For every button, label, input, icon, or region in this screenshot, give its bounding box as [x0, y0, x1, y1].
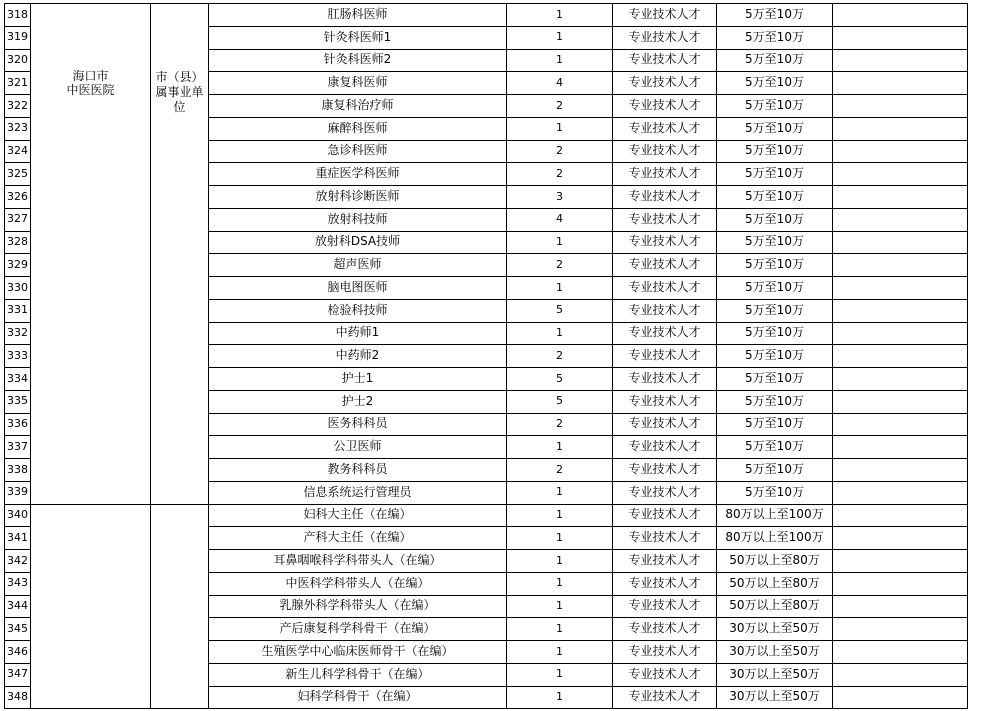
row-number-cell: 334 — [5, 368, 31, 391]
salary-cell: 5万至10万 — [717, 163, 833, 186]
salary-cell: 80万以上至100万 — [717, 527, 833, 550]
count-cell: 4 — [507, 208, 613, 231]
category-cell: 专业技术人才 — [613, 663, 717, 686]
position-cell: 麻醉科医师 — [209, 117, 507, 140]
position-cell: 针灸科医师2 — [209, 49, 507, 72]
row-number-cell: 332 — [5, 322, 31, 345]
count-cell: 1 — [507, 618, 613, 641]
row-number-cell: 327 — [5, 208, 31, 231]
salary-cell: 5万至10万 — [717, 254, 833, 277]
note-cell — [833, 299, 968, 322]
salary-cell: 5万至10万 — [717, 208, 833, 231]
note-cell — [833, 72, 968, 95]
count-cell: 4 — [507, 72, 613, 95]
unit-type-line: 属事业单 — [155, 85, 204, 99]
count-cell: 1 — [507, 26, 613, 49]
category-cell: 专业技术人才 — [613, 277, 717, 300]
category-cell: 专业技术人才 — [613, 163, 717, 186]
position-cell: 放射科诊断医师 — [209, 186, 507, 209]
note-cell — [833, 436, 968, 459]
recruitment-table — [4, 3, 968, 709]
category-cell: 专业技术人才 — [613, 140, 717, 163]
position-cell: 重症医学科医师 — [209, 163, 507, 186]
note-cell — [833, 277, 968, 300]
note-cell — [833, 345, 968, 368]
note-cell — [833, 459, 968, 482]
category-cell: 专业技术人才 — [613, 436, 717, 459]
salary-cell: 5万至10万 — [717, 4, 833, 27]
position-cell: 康复科医师 — [209, 72, 507, 95]
salary-cell: 50万以上至80万 — [717, 572, 833, 595]
category-cell: 专业技术人才 — [613, 231, 717, 254]
salary-cell: 5万至10万 — [717, 299, 833, 322]
unit-type-cell — [151, 4, 209, 505]
category-cell: 专业技术人才 — [613, 322, 717, 345]
count-cell: 2 — [507, 459, 613, 482]
note-cell — [833, 390, 968, 413]
row-number-cell: 329 — [5, 254, 31, 277]
row-number-cell: 343 — [5, 572, 31, 595]
row-number-cell: 336 — [5, 413, 31, 436]
note-cell — [833, 572, 968, 595]
count-cell: 2 — [507, 345, 613, 368]
row-number-cell: 331 — [5, 299, 31, 322]
category-cell: 专业技术人才 — [613, 641, 717, 664]
note-cell — [833, 481, 968, 504]
salary-cell: 80万以上至100万 — [717, 504, 833, 527]
row-number-cell: 342 — [5, 550, 31, 573]
position-cell: 产科大主任（在编） — [209, 527, 507, 550]
row-number-cell: 324 — [5, 140, 31, 163]
salary-cell: 5万至10万 — [717, 368, 833, 391]
salary-cell: 5万至10万 — [717, 277, 833, 300]
salary-cell: 30万以上至50万 — [717, 686, 833, 709]
row-number-cell: 340 — [5, 504, 31, 527]
row-number-cell: 318 — [5, 4, 31, 27]
row-number-cell: 319 — [5, 26, 31, 49]
position-cell: 医务科科员 — [209, 413, 507, 436]
position-cell: 教务科科员 — [209, 459, 507, 482]
count-cell: 1 — [507, 572, 613, 595]
category-cell: 专业技术人才 — [613, 208, 717, 231]
salary-cell: 50万以上至80万 — [717, 595, 833, 618]
count-cell: 5 — [507, 390, 613, 413]
category-cell: 专业技术人才 — [613, 368, 717, 391]
position-cell: 脑电图医师 — [209, 277, 507, 300]
category-cell: 专业技术人才 — [613, 299, 717, 322]
row-number-cell: 322 — [5, 95, 31, 118]
category-cell: 专业技术人才 — [613, 72, 717, 95]
position-cell: 针灸科医师1 — [209, 26, 507, 49]
count-cell: 1 — [507, 481, 613, 504]
position-cell: 产后康复科学科骨干（在编） — [209, 618, 507, 641]
position-cell: 放射科DSA技师 — [209, 231, 507, 254]
note-cell — [833, 368, 968, 391]
note-cell — [833, 254, 968, 277]
position-cell: 妇科学科骨干（在编） — [209, 686, 507, 709]
row-number-cell: 335 — [5, 390, 31, 413]
salary-cell: 5万至10万 — [717, 49, 833, 72]
category-cell: 专业技术人才 — [613, 481, 717, 504]
category-cell: 专业技术人才 — [613, 618, 717, 641]
count-cell: 2 — [507, 254, 613, 277]
category-cell: 专业技术人才 — [613, 572, 717, 595]
count-cell: 5 — [507, 299, 613, 322]
row-number-cell: 323 — [5, 117, 31, 140]
row-number-cell: 338 — [5, 459, 31, 482]
note-cell — [833, 527, 968, 550]
category-cell: 专业技术人才 — [613, 26, 717, 49]
position-cell: 超声医师 — [209, 254, 507, 277]
position-cell: 急诊科医师 — [209, 140, 507, 163]
category-cell: 专业技术人才 — [613, 186, 717, 209]
count-cell: 2 — [507, 163, 613, 186]
position-cell: 检验科技师 — [209, 299, 507, 322]
category-cell: 专业技术人才 — [613, 527, 717, 550]
unit-type-cell — [151, 504, 209, 709]
salary-cell: 5万至10万 — [717, 390, 833, 413]
count-cell: 1 — [507, 49, 613, 72]
salary-cell: 5万至10万 — [717, 95, 833, 118]
count-cell: 1 — [507, 595, 613, 618]
count-cell: 1 — [507, 277, 613, 300]
note-cell — [833, 186, 968, 209]
row-number-cell: 346 — [5, 641, 31, 664]
position-cell: 乳腺外科学科带头人（在编） — [209, 595, 507, 618]
category-cell: 专业技术人才 — [613, 413, 717, 436]
unit-name-line: 中医医院 — [66, 82, 115, 97]
category-cell: 专业技术人才 — [613, 504, 717, 527]
unit-type-line: 市（县） — [155, 70, 204, 84]
salary-cell: 5万至10万 — [717, 345, 833, 368]
note-cell — [833, 49, 968, 72]
note-cell — [833, 231, 968, 254]
count-cell: 1 — [507, 117, 613, 140]
salary-cell: 5万至10万 — [717, 26, 833, 49]
note-cell — [833, 140, 968, 163]
count-cell: 1 — [507, 4, 613, 27]
salary-cell: 30万以上至50万 — [717, 641, 833, 664]
table-row — [5, 504, 968, 527]
note-cell — [833, 4, 968, 27]
salary-cell: 5万至10万 — [717, 481, 833, 504]
category-cell: 专业技术人才 — [613, 345, 717, 368]
unit-name-cell — [31, 504, 151, 709]
note-cell — [833, 595, 968, 618]
salary-cell: 5万至10万 — [717, 186, 833, 209]
recruitment-table-container — [4, 3, 968, 709]
note-cell — [833, 504, 968, 527]
table-row — [5, 4, 968, 27]
note-cell — [833, 163, 968, 186]
salary-cell: 5万至10万 — [717, 436, 833, 459]
note-cell — [833, 550, 968, 573]
salary-cell: 5万至10万 — [717, 322, 833, 345]
salary-cell: 5万至10万 — [717, 459, 833, 482]
unit-name-line: 海口市 — [72, 69, 109, 83]
count-cell: 1 — [507, 231, 613, 254]
salary-cell: 5万至10万 — [717, 117, 833, 140]
position-cell: 耳鼻咽喉科学科带头人（在编） — [209, 550, 507, 573]
category-cell: 专业技术人才 — [613, 49, 717, 72]
row-number-cell: 321 — [5, 72, 31, 95]
position-cell: 护士1 — [209, 368, 507, 391]
count-cell: 1 — [507, 550, 613, 573]
salary-cell: 5万至10万 — [717, 413, 833, 436]
row-number-cell: 344 — [5, 595, 31, 618]
row-number-cell: 341 — [5, 527, 31, 550]
category-cell: 专业技术人才 — [613, 459, 717, 482]
count-cell: 1 — [507, 686, 613, 709]
count-cell: 1 — [507, 322, 613, 345]
salary-cell: 50万以上至80万 — [717, 550, 833, 573]
salary-cell: 5万至10万 — [717, 231, 833, 254]
count-cell: 2 — [507, 413, 613, 436]
row-number-cell: 320 — [5, 49, 31, 72]
row-number-cell: 330 — [5, 277, 31, 300]
note-cell — [833, 95, 968, 118]
row-number-cell: 345 — [5, 618, 31, 641]
table-body — [5, 4, 968, 709]
note-cell — [833, 322, 968, 345]
category-cell: 专业技术人才 — [613, 4, 717, 27]
row-number-cell: 326 — [5, 186, 31, 209]
category-cell: 专业技术人才 — [613, 550, 717, 573]
count-cell: 5 — [507, 368, 613, 391]
row-number-cell: 333 — [5, 345, 31, 368]
position-cell: 妇科大主任（在编） — [209, 504, 507, 527]
position-cell: 康复科治疗师 — [209, 95, 507, 118]
note-cell — [833, 117, 968, 140]
unit-name-cell — [31, 4, 151, 505]
position-cell: 新生儿科学科骨干（在编） — [209, 663, 507, 686]
row-number-cell: 337 — [5, 436, 31, 459]
count-cell: 1 — [507, 663, 613, 686]
category-cell: 专业技术人才 — [613, 254, 717, 277]
count-cell: 2 — [507, 140, 613, 163]
count-cell: 1 — [507, 504, 613, 527]
position-cell: 护士2 — [209, 390, 507, 413]
category-cell: 专业技术人才 — [613, 595, 717, 618]
note-cell — [833, 26, 968, 49]
note-cell — [833, 413, 968, 436]
count-cell: 1 — [507, 641, 613, 664]
position-cell: 中药师1 — [209, 322, 507, 345]
salary-cell: 30万以上至50万 — [717, 663, 833, 686]
salary-cell: 5万至10万 — [717, 140, 833, 163]
row-number-cell: 339 — [5, 481, 31, 504]
note-cell — [833, 618, 968, 641]
row-number-cell: 325 — [5, 163, 31, 186]
row-number-cell: 348 — [5, 686, 31, 709]
position-cell: 放射科技师 — [209, 208, 507, 231]
note-cell — [833, 641, 968, 664]
salary-cell: 30万以上至50万 — [717, 618, 833, 641]
count-cell: 1 — [507, 436, 613, 459]
note-cell — [833, 208, 968, 231]
position-cell: 中医科学科带头人（在编） — [209, 572, 507, 595]
position-cell: 公卫医师 — [209, 436, 507, 459]
position-cell: 肛肠科医师 — [209, 4, 507, 27]
note-cell — [833, 663, 968, 686]
category-cell: 专业技术人才 — [613, 95, 717, 118]
count-cell: 2 — [507, 95, 613, 118]
position-cell: 中药师2 — [209, 345, 507, 368]
count-cell: 1 — [507, 527, 613, 550]
category-cell: 专业技术人才 — [613, 686, 717, 709]
position-cell: 信息系统运行管理员 — [209, 481, 507, 504]
category-cell: 专业技术人才 — [613, 117, 717, 140]
category-cell: 专业技术人才 — [613, 390, 717, 413]
row-number-cell: 328 — [5, 231, 31, 254]
row-number-cell: 347 — [5, 663, 31, 686]
salary-cell: 5万至10万 — [717, 72, 833, 95]
count-cell: 3 — [507, 186, 613, 209]
note-cell — [833, 686, 968, 709]
unit-type-line: 位 — [173, 100, 186, 114]
position-cell: 生殖医学中心临床医师骨干（在编） — [209, 641, 507, 664]
